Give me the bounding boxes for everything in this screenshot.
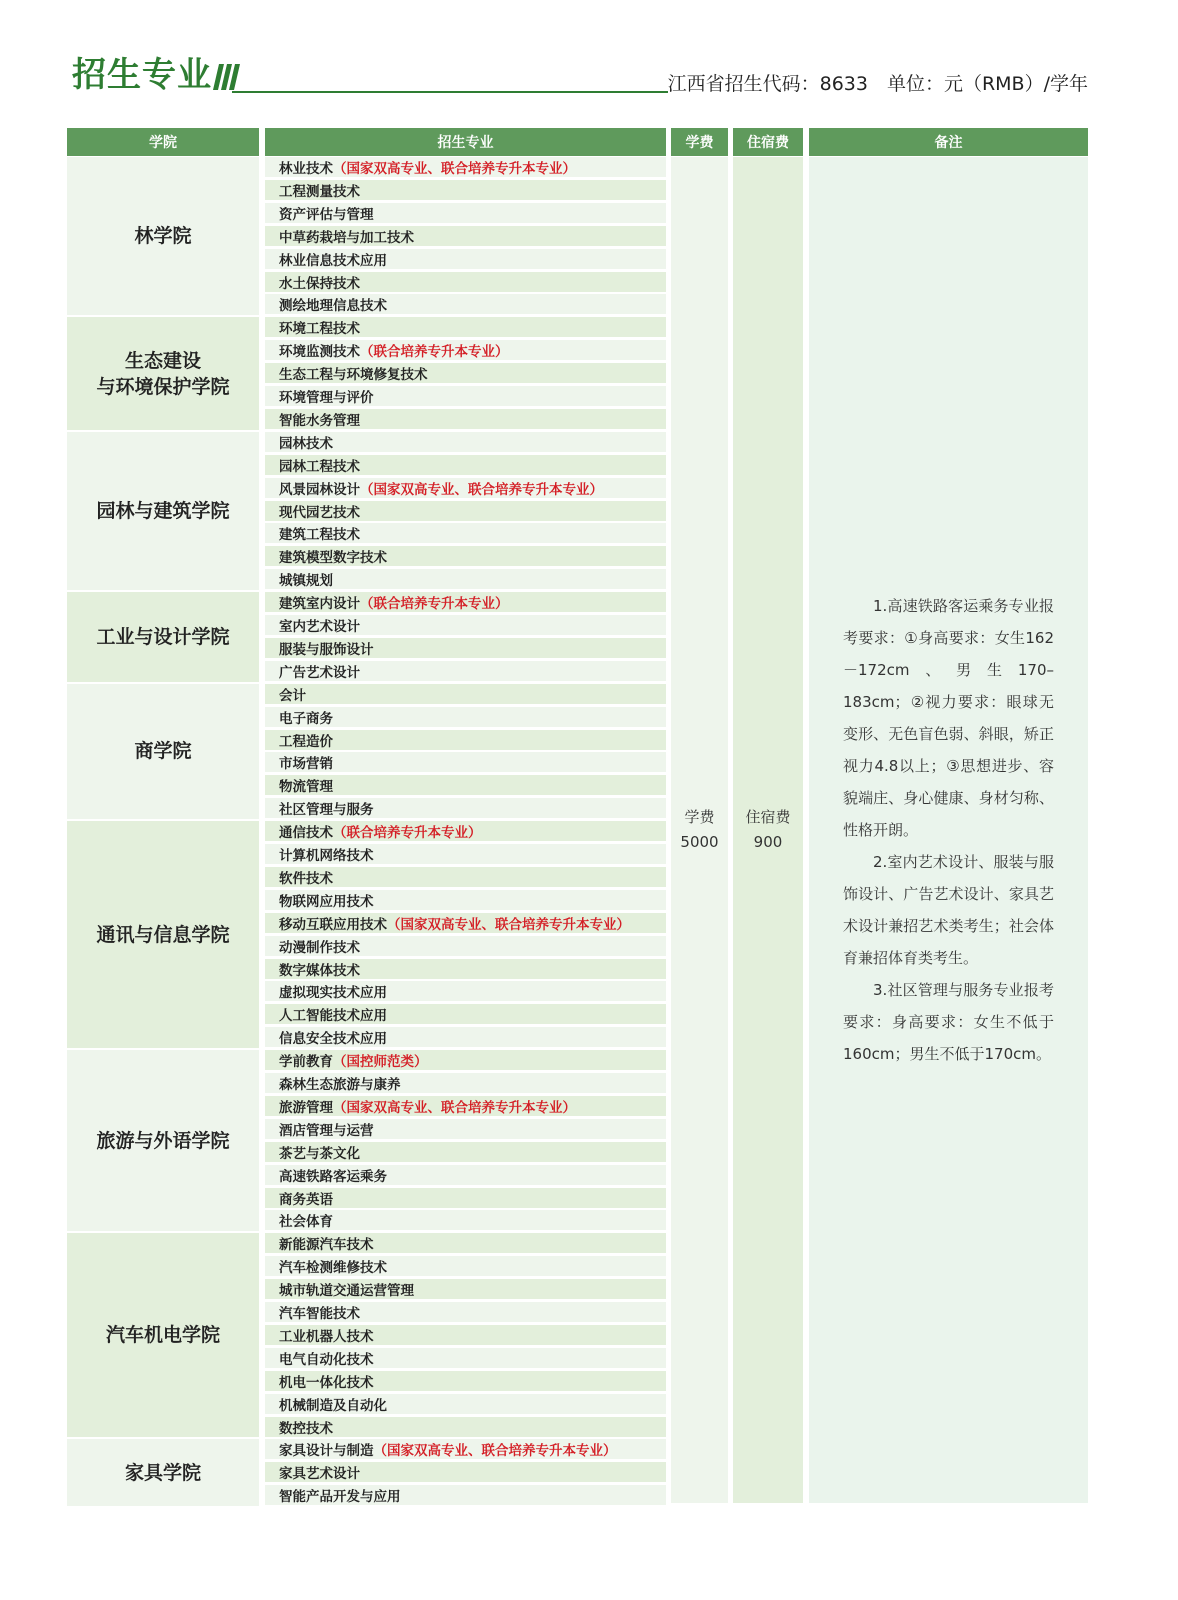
remark-item: 1.高速铁路客运乘务专业报考要求：①身高要求：女生162－172cm、男生170–183cm；②视力要求：眼球无变形、无色盲色弱、斜眼，矫正视力4.8以上；③思想进步、容貌端庄、身心健康、身材匀称、性格开朗。 <box>843 597 1054 839</box>
major-name: 旅游管理 <box>279 1099 333 1116</box>
accommodation-cell <box>733 157 803 1503</box>
major-name: 服装与服饰设计 <box>279 641 374 658</box>
major-name: 移动互联应用技术 <box>279 916 387 933</box>
major-row <box>265 638 666 658</box>
major-name: 广告艺术设计 <box>279 664 360 681</box>
major-name: 家具设计与制造 <box>279 1443 374 1460</box>
major-name: 园林工程技术 <box>279 458 360 475</box>
major-row <box>265 1485 666 1505</box>
major-row <box>265 1302 666 1322</box>
major-name: 水土保持技术 <box>279 275 360 292</box>
major-name: 工业机器人技术 <box>279 1328 374 1345</box>
major-note: （国控师范类） <box>333 1054 428 1071</box>
major-row <box>265 1279 666 1299</box>
page-title: 招生专业 <box>72 55 212 95</box>
major-row <box>265 1256 666 1276</box>
major-name: 生态工程与环境修复技术 <box>279 367 428 384</box>
major-row <box>265 1462 666 1482</box>
major-name: 会计 <box>279 687 306 704</box>
college-name-line: 通讯与信息学院 <box>96 923 230 946</box>
major-name: 测绘地理信息技术 <box>279 298 387 315</box>
major-name: 电子商务 <box>279 710 333 727</box>
major-name: 物流管理 <box>279 779 333 796</box>
major-name: 资产评估与管理 <box>279 206 374 223</box>
major-name: 社会体育 <box>279 1214 333 1231</box>
major-row <box>265 1119 666 1139</box>
major-name: 园林技术 <box>279 435 333 452</box>
major-row <box>265 272 666 292</box>
major-row <box>265 1394 666 1414</box>
major-name: 工程测量技术 <box>279 183 360 200</box>
header-tuition: 学费 <box>671 128 728 156</box>
college-name <box>67 1233 259 1437</box>
major-note: （联合培养专升本专业） <box>360 596 509 613</box>
major-name: 新能源汽车技术 <box>279 1237 374 1254</box>
college-name <box>67 1050 259 1231</box>
major-row <box>265 661 666 681</box>
major-note: （国家双高专业、联合培养专升本专业） <box>360 481 603 498</box>
accommodation-value: 900 <box>753 833 783 851</box>
major-row <box>265 1188 666 1208</box>
header-major: 招生专业 <box>265 128 666 156</box>
major-name: 人工智能技术应用 <box>279 1008 387 1025</box>
major-name: 汽车检测维修技术 <box>279 1260 387 1277</box>
major-row <box>265 180 666 200</box>
remark-item: 3.社区管理与服务专业报考要求：身高要求：女生不低于160cm；男生不低于170cm。 <box>843 981 1054 1063</box>
college-name <box>67 317 259 430</box>
major-name: 林业信息技术应用 <box>279 252 387 269</box>
major-row <box>265 226 666 246</box>
major-name: 物联网应用技术 <box>279 893 374 910</box>
major-row <box>265 501 666 521</box>
major-name: 数控技术 <box>279 1420 333 1437</box>
title-underline <box>232 91 668 93</box>
major-name: 环境工程技术 <box>279 321 360 338</box>
major-note: （国家双高专业、联合培养专升本专业） <box>333 1099 576 1116</box>
header-college: 学院 <box>67 128 259 156</box>
major-row <box>265 1142 666 1162</box>
header-remarks: 备注 <box>809 128 1088 156</box>
tuition-label: 学费 <box>684 808 715 826</box>
header-accommodation: 住宿费 <box>733 128 803 156</box>
major-row <box>265 249 666 269</box>
major-row <box>265 684 666 704</box>
major-row <box>265 1050 666 1070</box>
major-row <box>265 844 666 864</box>
major-name: 家具艺术设计 <box>279 1466 360 1483</box>
college-name-line: 林学院 <box>134 225 192 248</box>
major-note: （国家双高专业、联合培养专升本专业） <box>333 161 576 177</box>
major-name: 环境管理与评价 <box>279 390 374 406</box>
major-name: 森林生态旅游与康养 <box>279 1077 401 1093</box>
major-row <box>265 1348 666 1368</box>
major-row <box>265 1027 666 1047</box>
college-name <box>67 821 259 1048</box>
major-name: 商务英语 <box>279 1191 333 1208</box>
major-row <box>265 592 666 612</box>
college-name-line: 生态建设 <box>124 349 201 372</box>
major-row <box>265 1371 666 1391</box>
college-name-line: 商学院 <box>134 740 192 763</box>
major-note: （国家双高专业、联合培养专升本专业） <box>387 916 630 933</box>
college-name <box>67 432 259 590</box>
major-row <box>265 1439 666 1459</box>
major-row <box>265 730 666 750</box>
major-name: 风景园林设计 <box>279 481 360 498</box>
major-row <box>265 1073 666 1093</box>
major-name: 建筑模型数字技术 <box>279 550 387 567</box>
remarks-cell <box>809 157 1088 1503</box>
major-row <box>265 798 666 818</box>
major-row <box>265 752 666 772</box>
major-row <box>265 546 666 566</box>
major-row <box>265 523 666 543</box>
major-name: 软件技术 <box>279 870 333 887</box>
major-row <box>265 157 666 177</box>
subtitle: 江西省招生代码：8633 单位：元（RMB）/学年 <box>667 73 1088 95</box>
major-row <box>265 1096 666 1116</box>
major-name: 学前教育 <box>279 1054 333 1071</box>
major-name: 通信技术 <box>279 825 333 842</box>
major-name: 建筑室内设计 <box>279 596 360 613</box>
major-row <box>265 981 666 1001</box>
major-row <box>265 569 666 589</box>
college-name-line: 与环境保护学院 <box>96 375 230 398</box>
major-row <box>265 386 666 406</box>
major-name: 智能产品开发与应用 <box>279 1489 401 1506</box>
major-name: 城市轨道交通运营管理 <box>279 1283 414 1300</box>
major-name: 信息安全技术应用 <box>279 1031 387 1048</box>
major-row <box>265 913 666 933</box>
major-name: 汽车智能技术 <box>279 1306 360 1322</box>
tuition-cell <box>671 157 728 1503</box>
major-row <box>265 707 666 727</box>
major-row <box>265 1233 666 1253</box>
major-name: 茶艺与茶文化 <box>279 1145 360 1162</box>
major-row <box>265 432 666 452</box>
major-note: （联合培养专升本专业） <box>360 344 509 361</box>
major-name: 城镇规划 <box>279 573 333 590</box>
major-row <box>265 1210 666 1230</box>
major-name: 社区管理与服务 <box>279 802 374 819</box>
college-name-line: 汽车机电学院 <box>105 1324 220 1347</box>
major-note: （国家双高专业、联合培养专升本专业） <box>373 1443 617 1460</box>
college-name-line: 家具学院 <box>124 1461 201 1484</box>
major-name: 建筑工程技术 <box>279 527 360 544</box>
college-name <box>67 684 259 819</box>
major-name: 机电一体化技术 <box>279 1374 374 1391</box>
major-name: 电气自动化技术 <box>279 1351 374 1368</box>
major-name: 动漫制作技术 <box>279 939 360 956</box>
major-row <box>265 959 666 979</box>
major-row <box>265 1004 666 1024</box>
major-note: （联合培养专升本专业） <box>333 825 482 842</box>
major-row <box>265 1417 666 1437</box>
college-name <box>67 1439 259 1506</box>
major-row <box>265 409 666 429</box>
major-row <box>265 340 666 360</box>
major-row <box>265 615 666 635</box>
major-row <box>265 478 666 498</box>
major-row <box>265 821 666 841</box>
major-name: 计算机网络技术 <box>279 848 374 864</box>
major-name: 机械制造及自动化 <box>279 1397 387 1414</box>
major-row <box>265 1165 666 1185</box>
major-row <box>265 936 666 956</box>
major-row <box>265 317 666 337</box>
major-row <box>265 867 666 887</box>
major-name: 市场营销 <box>279 756 333 773</box>
major-name: 环境监测技术 <box>279 344 360 361</box>
major-name: 室内艺术设计 <box>279 619 360 635</box>
college-name-line: 园林与建筑学院 <box>96 499 230 522</box>
college-name <box>67 592 259 682</box>
college-name-line: 工业与设计学院 <box>96 625 230 648</box>
major-name: 现代园艺技术 <box>279 504 360 521</box>
major-name: 酒店管理与运营 <box>279 1122 374 1139</box>
major-name: 智能水务管理 <box>279 412 360 429</box>
tuition-value: 5000 <box>680 833 719 851</box>
major-name: 数字媒体技术 <box>279 962 360 979</box>
major-row <box>265 363 666 383</box>
major-row <box>265 203 666 223</box>
major-name: 高速铁路客运乘务 <box>279 1168 387 1185</box>
major-name: 林业技术 <box>279 161 333 177</box>
remark-item: 2.室内艺术设计、服装与服饰设计、广告艺术设计、家具艺术设计兼招艺术类考生；社会体育兼招体育类考生。 <box>843 853 1054 967</box>
major-row <box>265 455 666 475</box>
major-row <box>265 294 666 314</box>
major-row <box>265 1325 666 1345</box>
major-name: 虚拟现实技术应用 <box>279 985 387 1002</box>
accommodation-label: 住宿费 <box>745 808 791 826</box>
major-row <box>265 775 666 795</box>
slash-decoration-icon <box>213 64 241 90</box>
major-name: 中草药栽培与加工技术 <box>279 229 414 246</box>
college-name <box>67 157 259 315</box>
major-name: 工程造价 <box>279 733 333 750</box>
major-row <box>265 890 666 910</box>
college-name-line: 旅游与外语学院 <box>96 1129 230 1152</box>
